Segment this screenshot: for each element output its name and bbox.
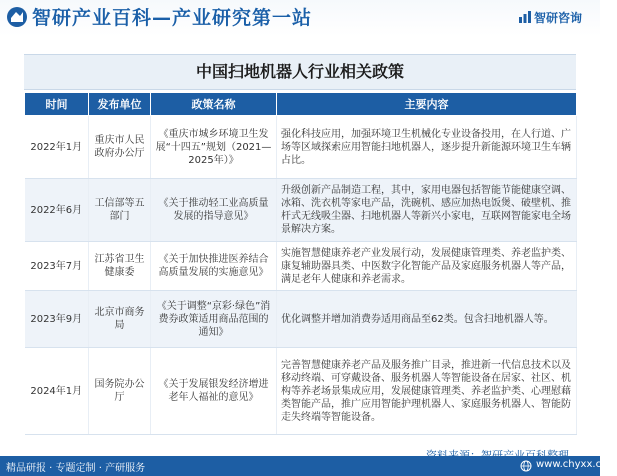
table-title-bar bbox=[24, 54, 576, 90]
site-title: 智研产业百科—产业研究第一站 bbox=[32, 7, 313, 29]
cell-unit: 江苏省卫生健康委 bbox=[89, 242, 151, 291]
column-header-time: 时间 bbox=[25, 93, 89, 116]
cell-time: 2023年7月 bbox=[25, 242, 89, 291]
column-header-name: 政策名称 bbox=[151, 93, 277, 116]
table-row bbox=[25, 291, 577, 348]
logo-icon bbox=[6, 6, 28, 28]
cell-policy-name: 《关于推动轻工业高质量发展的指导意见》 bbox=[151, 179, 277, 242]
table-title: 中国扫地机器人行业相关政策 bbox=[195, 62, 404, 81]
brand-name: 智研咨询 bbox=[534, 11, 583, 25]
cell-time: 2022年6月 bbox=[25, 179, 89, 242]
cell-content: 升级创新产品制造工程，其中，家用电器包括智能节能健康空调、冰箱、洗衣机等家电产品，洗碗机、感应加热电饭煲、破壁机、推杆式无线吸尘器、扫地机器人等新兴小家电，互联网智能家电全场景解决方案。 bbox=[277, 179, 577, 242]
header bbox=[0, 0, 600, 36]
cell-policy-name: 《关于加快推进医养结合高质量发展的实施意见》 bbox=[151, 242, 277, 291]
column-header-content: 主要内容 bbox=[277, 93, 577, 116]
cell-time: 2023年9月 bbox=[25, 291, 89, 348]
cell-unit: 工信部等五部门 bbox=[89, 179, 151, 242]
cell-content: 实施智慧健康养老产业发展行动，发展健康管理类、养老监护类、康复辅助器具类、中医数字化智能产品及家庭服务机器人等产品，满足老年人健康和养老需求。 bbox=[277, 242, 577, 291]
cell-content: 优化调整并增加消费券适用商品至62类。包含扫地机器人等。 bbox=[277, 291, 577, 348]
brand-icon bbox=[518, 10, 532, 24]
column-header-unit: 发布单位 bbox=[89, 93, 151, 116]
cell-policy-name: 《关于发展银发经济增进老年人福祉的意见》 bbox=[151, 348, 277, 435]
cell-time: 2022年1月 bbox=[25, 116, 89, 179]
cell-unit: 重庆市人民政府办公厅 bbox=[89, 116, 151, 179]
cell-unit: 北京市商务局 bbox=[89, 291, 151, 348]
table-row bbox=[25, 348, 577, 435]
table-header-row bbox=[25, 93, 577, 116]
footer bbox=[0, 456, 617, 476]
table-row bbox=[25, 116, 577, 179]
cell-policy-name: 《重庆市城乡环境卫生发展“十四五”规划（2021—2025年）》 bbox=[151, 116, 277, 179]
cell-unit: 国务院办公厅 bbox=[89, 348, 151, 435]
cell-content: 强化科技应用，加强环境卫生机械化专业设备投用，在人行道、广场等区域探索应用智能扫地机器人，逐步提升新能源环境卫生车辆占比。 bbox=[277, 116, 577, 179]
policy-table bbox=[24, 92, 577, 435]
cell-content: 完善智慧健康养老产品及服务推广目录，推进新一代信息技术以及移动终端、可穿戴设备、服务机器人等智能设备在居家、社区、机构等养老场景集成应用，发展健康管理类、养老监护类、心理慰藉类智能产品，推广应用智能护理机器人、家庭服务机器人、智能防走失终端等智能设备。 bbox=[277, 348, 577, 435]
footer-slogan: 精品研报 · 专题定制 · 产研服务 bbox=[6, 463, 146, 474]
table-row bbox=[25, 242, 577, 291]
globe-icon bbox=[520, 460, 532, 472]
footer-url[interactable]: www.chyxx.com bbox=[536, 459, 617, 470]
cell-time: 2024年1月 bbox=[25, 348, 89, 435]
cell-policy-name: 《关于调整“京彩·绿色”消费券政策适用商品范围的通知》 bbox=[151, 291, 277, 348]
table-row bbox=[25, 179, 577, 242]
